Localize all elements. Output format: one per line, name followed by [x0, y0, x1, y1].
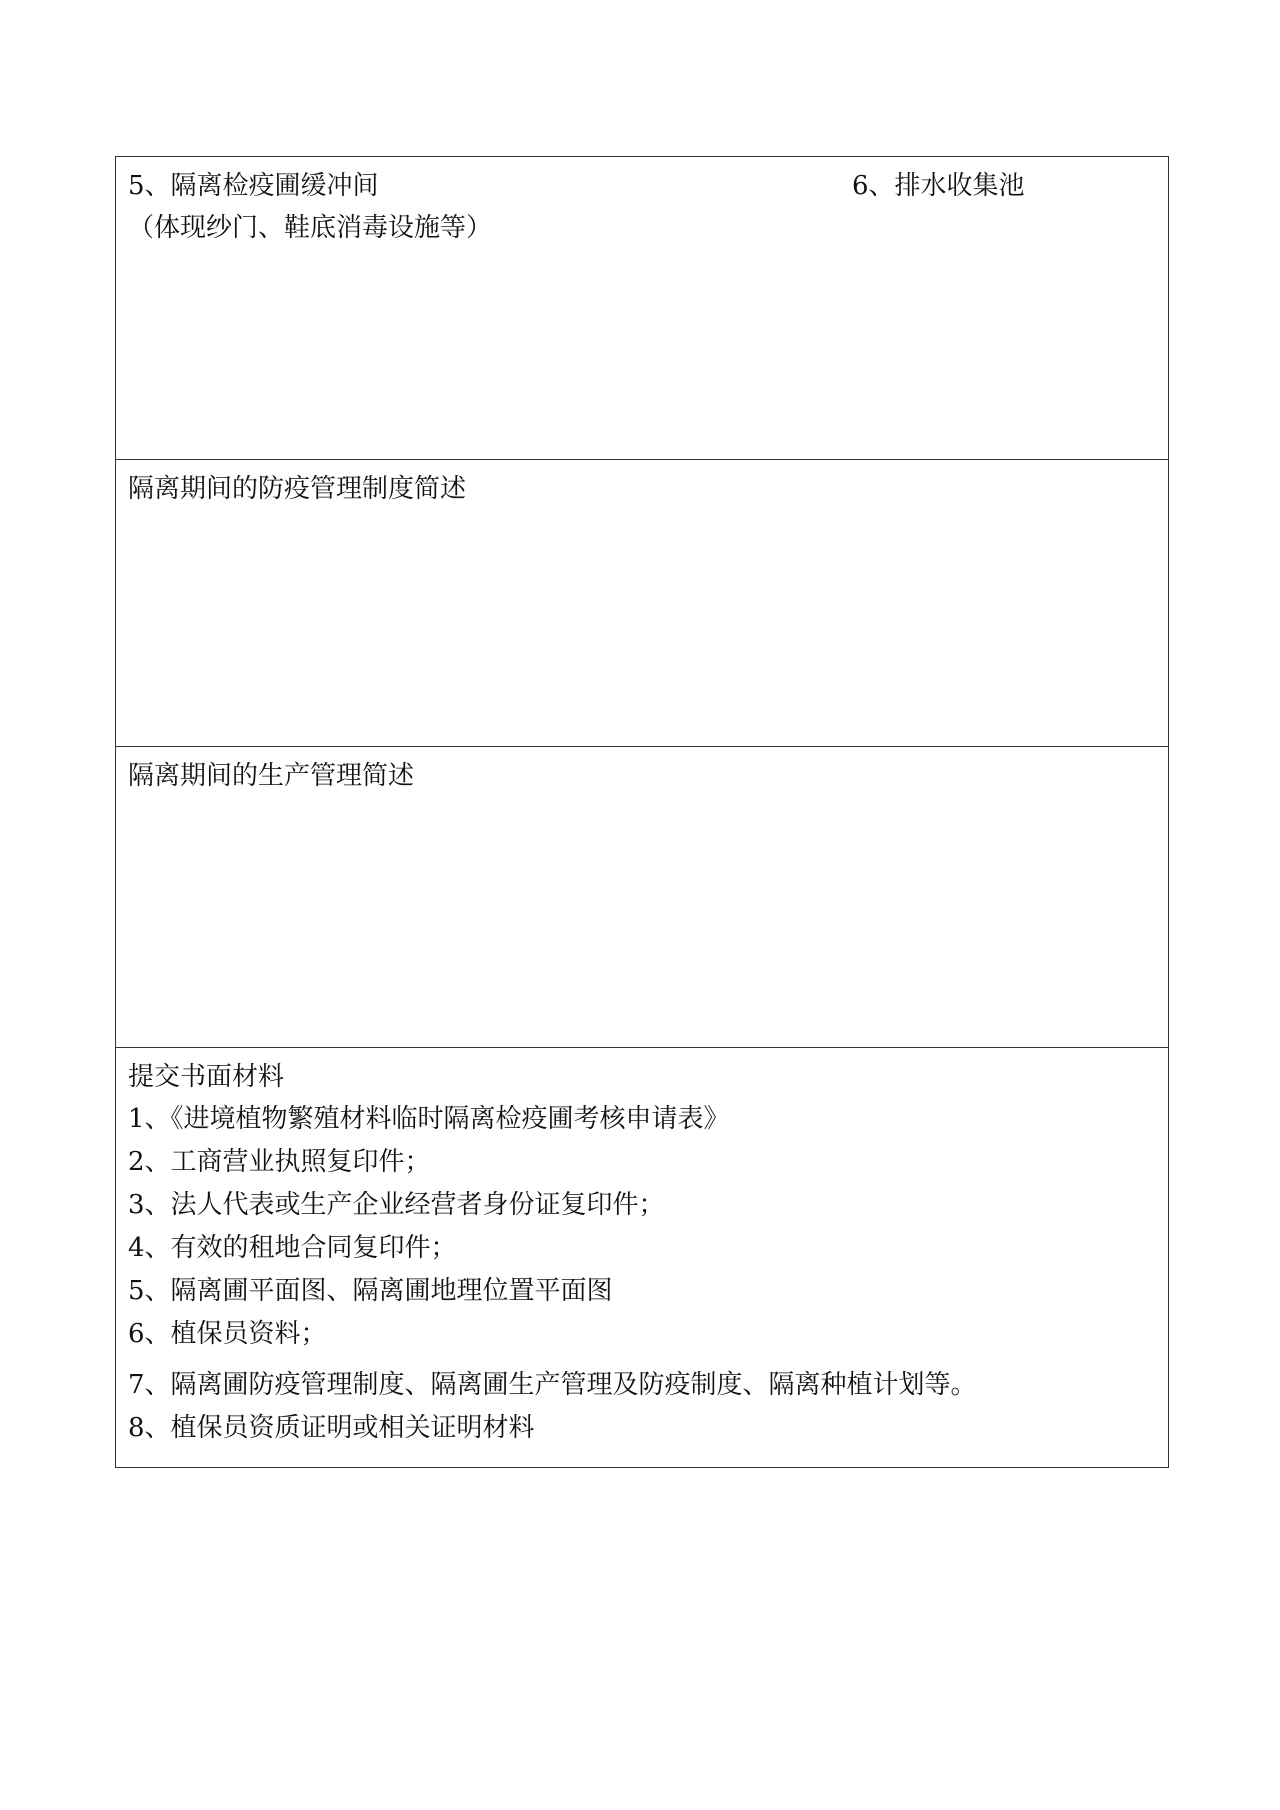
form-table [115, 156, 1169, 1468]
buffer-room-note: （体现纱门、鞋底消毒设施等） [128, 213, 493, 243]
materials-item: 2、工商营业执照复印件； [128, 1147, 431, 1177]
materials-item: 6、植保员资料； [128, 1319, 327, 1349]
drainage-pool-title: 6、排水收集池 [852, 171, 1025, 201]
materials-item: 1、《进境植物繁殖材料临时隔离检疫圃考核申请表》 [128, 1104, 730, 1134]
materials-item: 4、有效的租地合同复印件； [128, 1233, 457, 1263]
buffer-room-title: 5、隔离检疫圃缓冲间 [128, 171, 379, 201]
materials-item: 7、隔离圃防疫管理制度、隔离圃生产管理及防疫制度、隔离种植计划等。 [128, 1370, 977, 1400]
materials-title: 提交书面材料 [128, 1062, 285, 1092]
materials-item: 5、隔离圃平面图、隔离圃地理位置平面图 [128, 1276, 613, 1306]
epidemic-management-title: 隔离期间的防疫管理制度简述 [128, 474, 467, 504]
production-management-title: 隔离期间的生产管理简述 [128, 761, 415, 791]
materials-list [128, 1098, 1156, 1450]
production-management-row [116, 746, 1168, 1047]
materials-row [116, 1047, 1168, 1467]
epidemic-management-row [116, 459, 1168, 746]
materials-item: 8、植保员资质证明或相关证明材料 [128, 1413, 535, 1443]
buffer-room-row [116, 157, 1168, 459]
materials-item: 3、法人代表或生产企业经营者身份证复印件； [128, 1190, 665, 1220]
